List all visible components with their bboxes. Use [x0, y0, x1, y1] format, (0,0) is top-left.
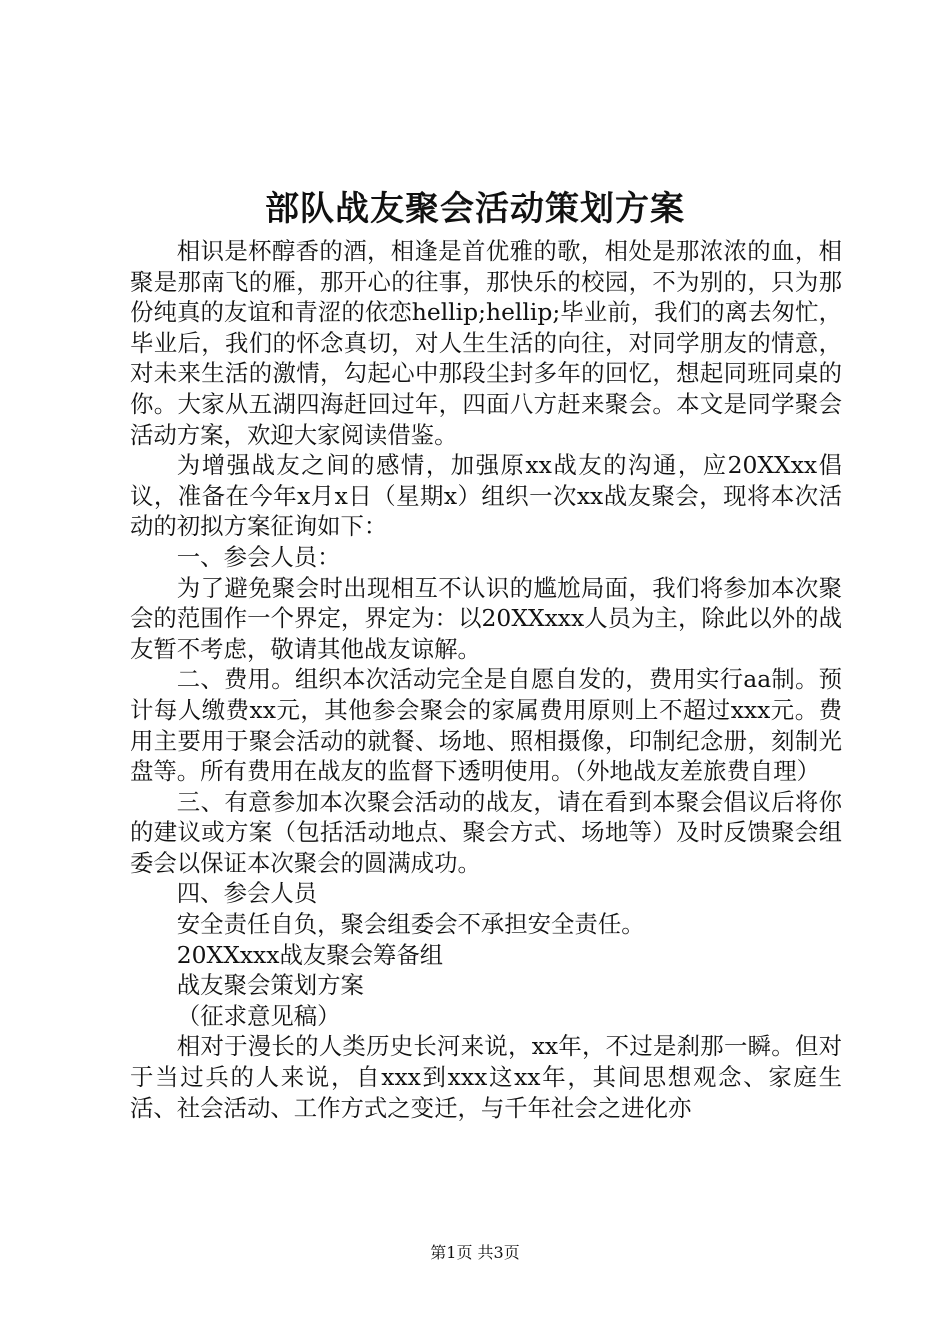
document-title: 部队战友聚会活动策划方案 — [265, 189, 685, 229]
paragraph-subtitle: 战友聚会策划方案 — [176, 971, 364, 1000]
paragraph-fees: 二、费用。组织本次活动完全是自愿自发的，费用实行aa制。预计每人缴费xx元，其他参会聚会的家属费用原则上不超过xxx元。费用主要用于聚会活动的就餐、场地、照相摄像，印制纪念册，刻制光盘等。所有费用在战友的监督下透明使用。（外地战友差旅费自理） — [130, 665, 842, 786]
paragraph-intro: 相识是杯醇香的酒，相逢是首优雅的歌，相处是那浓浓的血，相聚是那南飞的雁，那开心的往事，那快乐的校园，不为别的，只为那份纯真的友谊和青涩的依恋hellip;hellip;毕业前，我们的离去匆忙，毕业后，我们的怀念真切，对人生生活的向往，对同学朋友的情意，对未来生活的激情，勾起心中那段尘封多年的回忆，想起同班同桌的你。大家从五湖四海赶回过年，四面八方赶来聚会。本文是同学聚会活动方案，欢迎大家阅读借鉴。 — [130, 237, 842, 449]
section-heading-attendees: 一、参会人员： — [176, 542, 341, 571]
paragraph-history: 相对于漫长的人类历史长河来说，xx年，不过是刹那一瞬。但对于当过兵的人来说，自xxx到xxx这xx年，其间思想观念、家庭生活、社会活动、工作方式之变迁，与千年社会之进化亦 — [130, 1032, 842, 1122]
paragraph-organizer: 20XXxxx战友聚会筹备组 — [176, 940, 444, 969]
section-heading-attendees-2: 四、参会人员 — [176, 879, 318, 908]
paragraph-draft-note: （征求意见稿） — [176, 1001, 341, 1030]
paragraph-feedback: 三、有意参加本次聚会活动的战友，请在看到本聚会倡议后将你的建议或方案（包括活动地点、聚会方式、场地等）及时反馈聚会组委会以保证本次聚会的圆满成功。 — [130, 787, 842, 877]
document-body — [130, 236, 842, 1123]
page-number-footer: 第1页 共3页 — [430, 1243, 520, 1262]
paragraph-attendees: 为了避免聚会时出现相互不认识的尴尬局面，我们将参加本次聚会的范围作一个界定，界定为：以20XXxxx人员为主，除此以外的战友暂不考虑，敬请其他战友谅解。 — [130, 573, 842, 663]
paragraph-safety: 安全责任自负，聚会组委会不承担安全责任。 — [176, 910, 645, 939]
paragraph-purpose: 为增强战友之间的感情，加强原xx战友的沟通，应20XXxx倡议，准备在今年x月x日（星期x）组织一次xx战友聚会，现将本次活动的初拟方案征询如下： — [130, 451, 842, 541]
